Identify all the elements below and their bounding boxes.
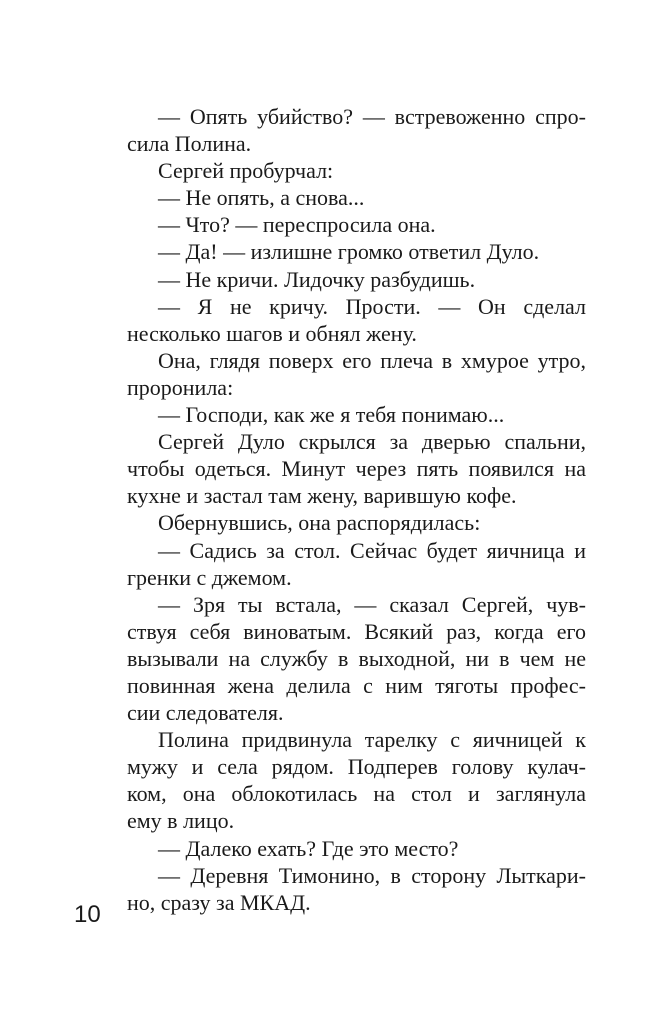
text-line: но, сразу за МКАД.: [127, 889, 311, 915]
text-line: ком, она облокотилась на стол и заглянула: [127, 781, 586, 807]
text-line: — Что? — переспросила она.: [158, 212, 436, 238]
body-text: [127, 103, 586, 916]
page-number: 10: [74, 901, 101, 928]
text-line: — Да! — излишне громко ответил Дуло.: [158, 239, 540, 265]
text-line: — Опять убийство? — встревоженно спро-: [158, 104, 586, 129]
text-line: гренки с джемом.: [127, 564, 292, 590]
text-line: мужу и села рядом. Подперев голову кулач-: [127, 754, 586, 780]
text-line: — Деревня Тимонино, в сторону Лыткари-: [158, 862, 586, 888]
text-line: — Не опять, а снова...: [158, 185, 365, 211]
text-line: Полина придвинула тарелку с яичницей к: [158, 727, 586, 753]
text-line: кухне и застал там жену, варившую кофе.: [127, 483, 517, 509]
text-line: — Господи, как же я тебя понимаю...: [158, 402, 505, 428]
text-line: проронила:: [127, 374, 234, 400]
text-line: Сергей Дуло скрылся за дверью спальни,: [158, 429, 586, 455]
text-line: ему в лицо.: [127, 808, 235, 834]
text-line: сила Полина.: [127, 131, 252, 157]
text-line: чтобы одеться. Минут через пять появился на: [127, 456, 586, 482]
text-line: сии следователя.: [127, 700, 284, 726]
text-line: несколько шагов и обнял жену.: [127, 320, 417, 346]
text-line: — Далеко ехать? Где это место?: [158, 835, 459, 861]
text-line: повинная жена делила с ним тяготы профес-: [127, 672, 586, 698]
text-line: — Не кричи. Лидочку разбудишь.: [158, 266, 476, 292]
text-line: — Я не кричу. Прости. — Он сделал: [158, 293, 586, 319]
text-line: Обернувшись, она распорядилась:: [158, 510, 481, 536]
text-line: Сергей пробурчал:: [158, 158, 334, 184]
text-line: Она, глядя поверх его плеча в хмурое утро,: [158, 347, 586, 373]
text-line: — Садись за стол. Сейчас будет яичница и: [158, 537, 586, 563]
text-line: — Зря ты встала, — сказал Сергей, чув-: [158, 591, 586, 617]
text-line: ствуя себя виноватым. Всякий раз, когда его: [127, 618, 586, 644]
text-line: вызывали на службу в выходной, ни в чем не: [127, 645, 586, 671]
